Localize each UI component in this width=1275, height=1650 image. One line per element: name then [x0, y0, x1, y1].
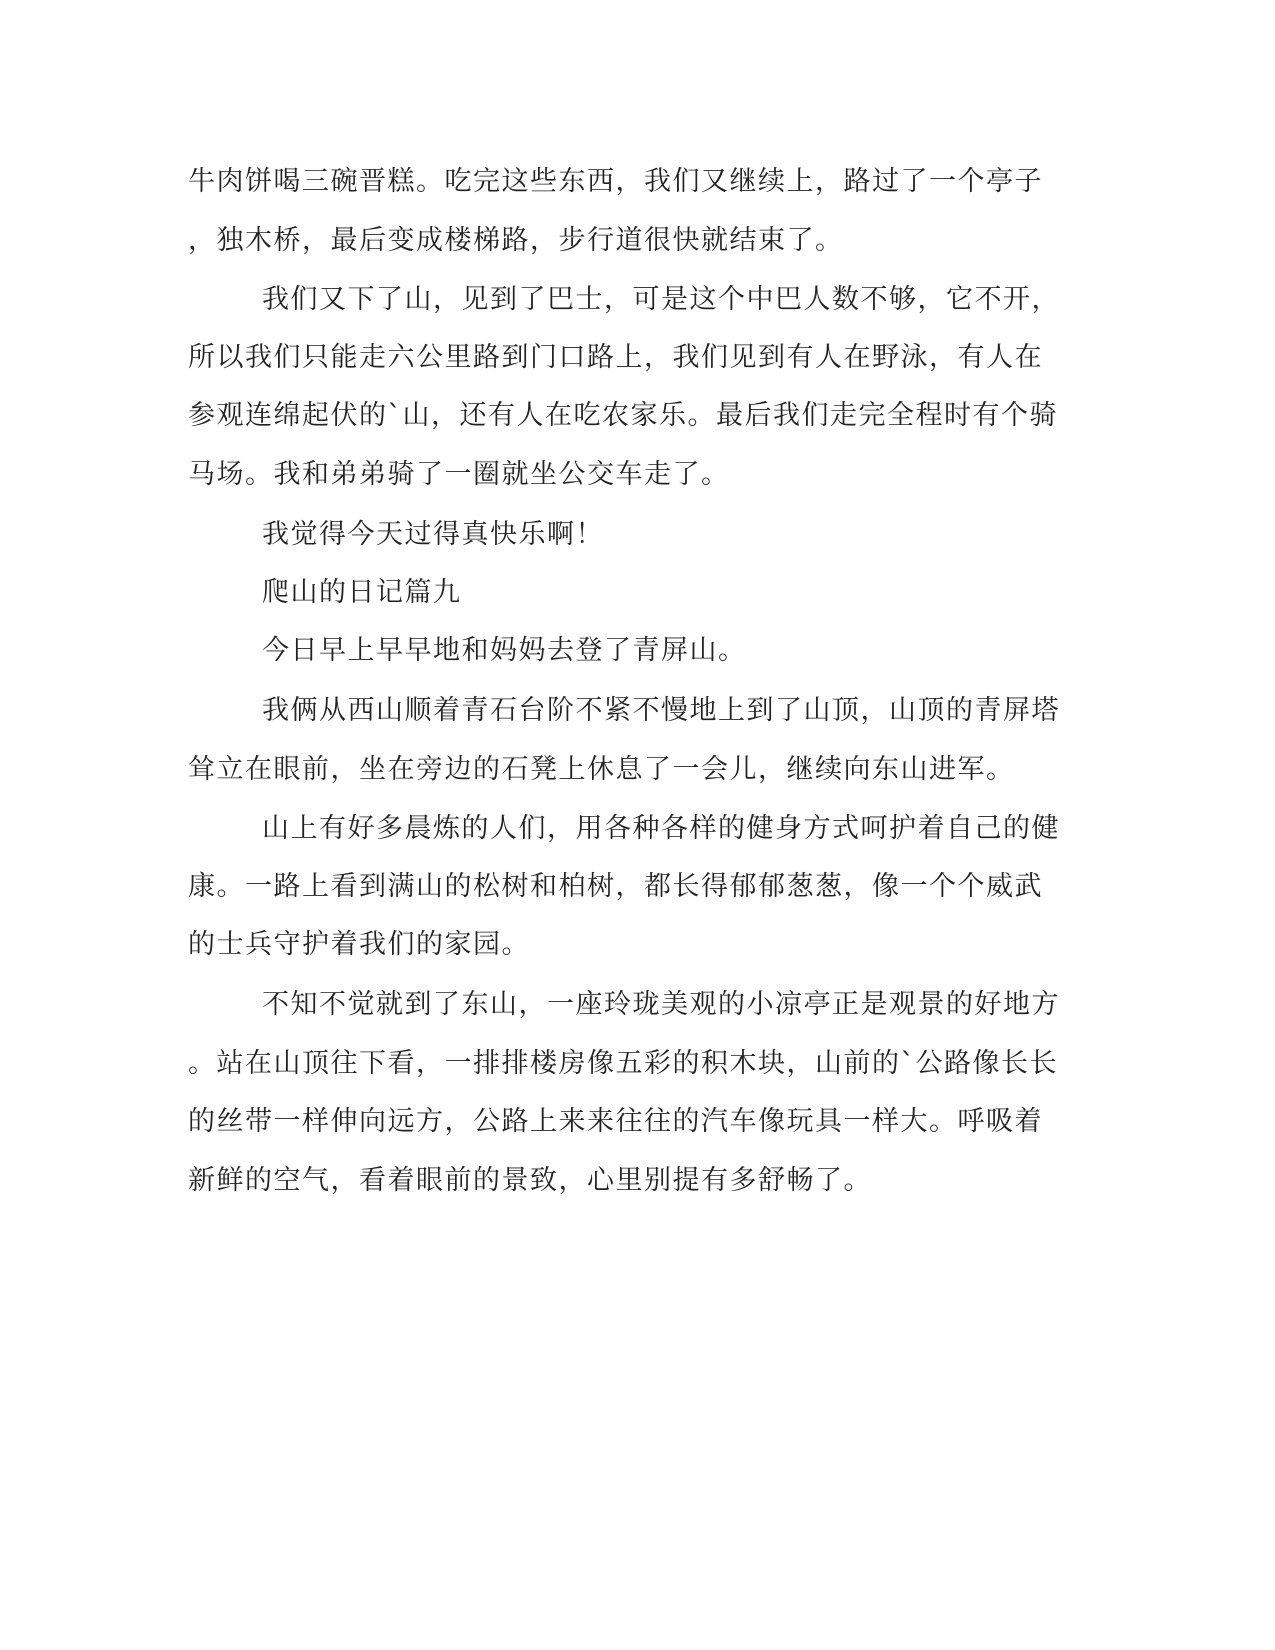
text-line: 的丝带一样伸向远方，公路上来来往往的汽车像玩具一样大。呼吸着 — [188, 1106, 1043, 1137]
text-line: 牛肉饼喝三碗晋糕。吃完这些东西，我们又继续上，路过了一个亭子 — [188, 166, 1043, 197]
text-line: 的士兵守护着我们的家园。 — [188, 929, 530, 960]
text-line: 所以我们只能走六公里路到门口路上，我们见到有人在野泳，有人在 — [188, 342, 1043, 373]
paragraph-first-line: 我觉得今天过得真快乐啊！ — [262, 519, 604, 550]
paragraph-first-line: 山上有好多晨炼的人们，用各种各样的健身方式呵护着自己的健 — [262, 813, 1060, 844]
paragraph-first-line: 我们又下了山，见到了巴士，可是这个中巴人数不够，它不开， — [262, 284, 1060, 315]
text-line: 马场。我和弟弟骑了一圈就坐公交车走了。 — [188, 459, 730, 490]
section-heading: 爬山的日记篇九 — [262, 577, 462, 608]
paragraph-first-line: 不知不觉就到了东山，一座玲珑美观的小凉亭正是观景的好地方 — [262, 989, 1060, 1020]
text-line: 新鲜的空气，看着眼前的景致，心里别提有多舒畅了。 — [188, 1165, 872, 1196]
text-line: 。站在山顶往下看，一排排楼房像五彩的积木块，山前的`公路像长长 — [188, 1048, 1058, 1079]
text-line: 耸立在眼前，坐在旁边的石凳上休息了一会儿，继续向东山进军。 — [188, 754, 1015, 785]
paragraph-first-line: 我俩从西山顺着青石台阶不紧不慢地上到了山顶，山顶的青屏塔 — [262, 695, 1060, 726]
text-line: 康。一路上看到满山的松树和柏树，都长得郁郁葱葱，像一个个威武 — [188, 871, 1043, 902]
text-line: ，独木桥，最后变成楼梯路，步行道很快就结束了。 — [188, 225, 844, 256]
text-line: 参观连绵起伏的`山，还有人在吃农家乐。最后我们走完全程时有个骑 — [188, 400, 1058, 431]
paragraph-first-line: 今日早上早早地和妈妈去登了青屏山。 — [262, 635, 747, 666]
